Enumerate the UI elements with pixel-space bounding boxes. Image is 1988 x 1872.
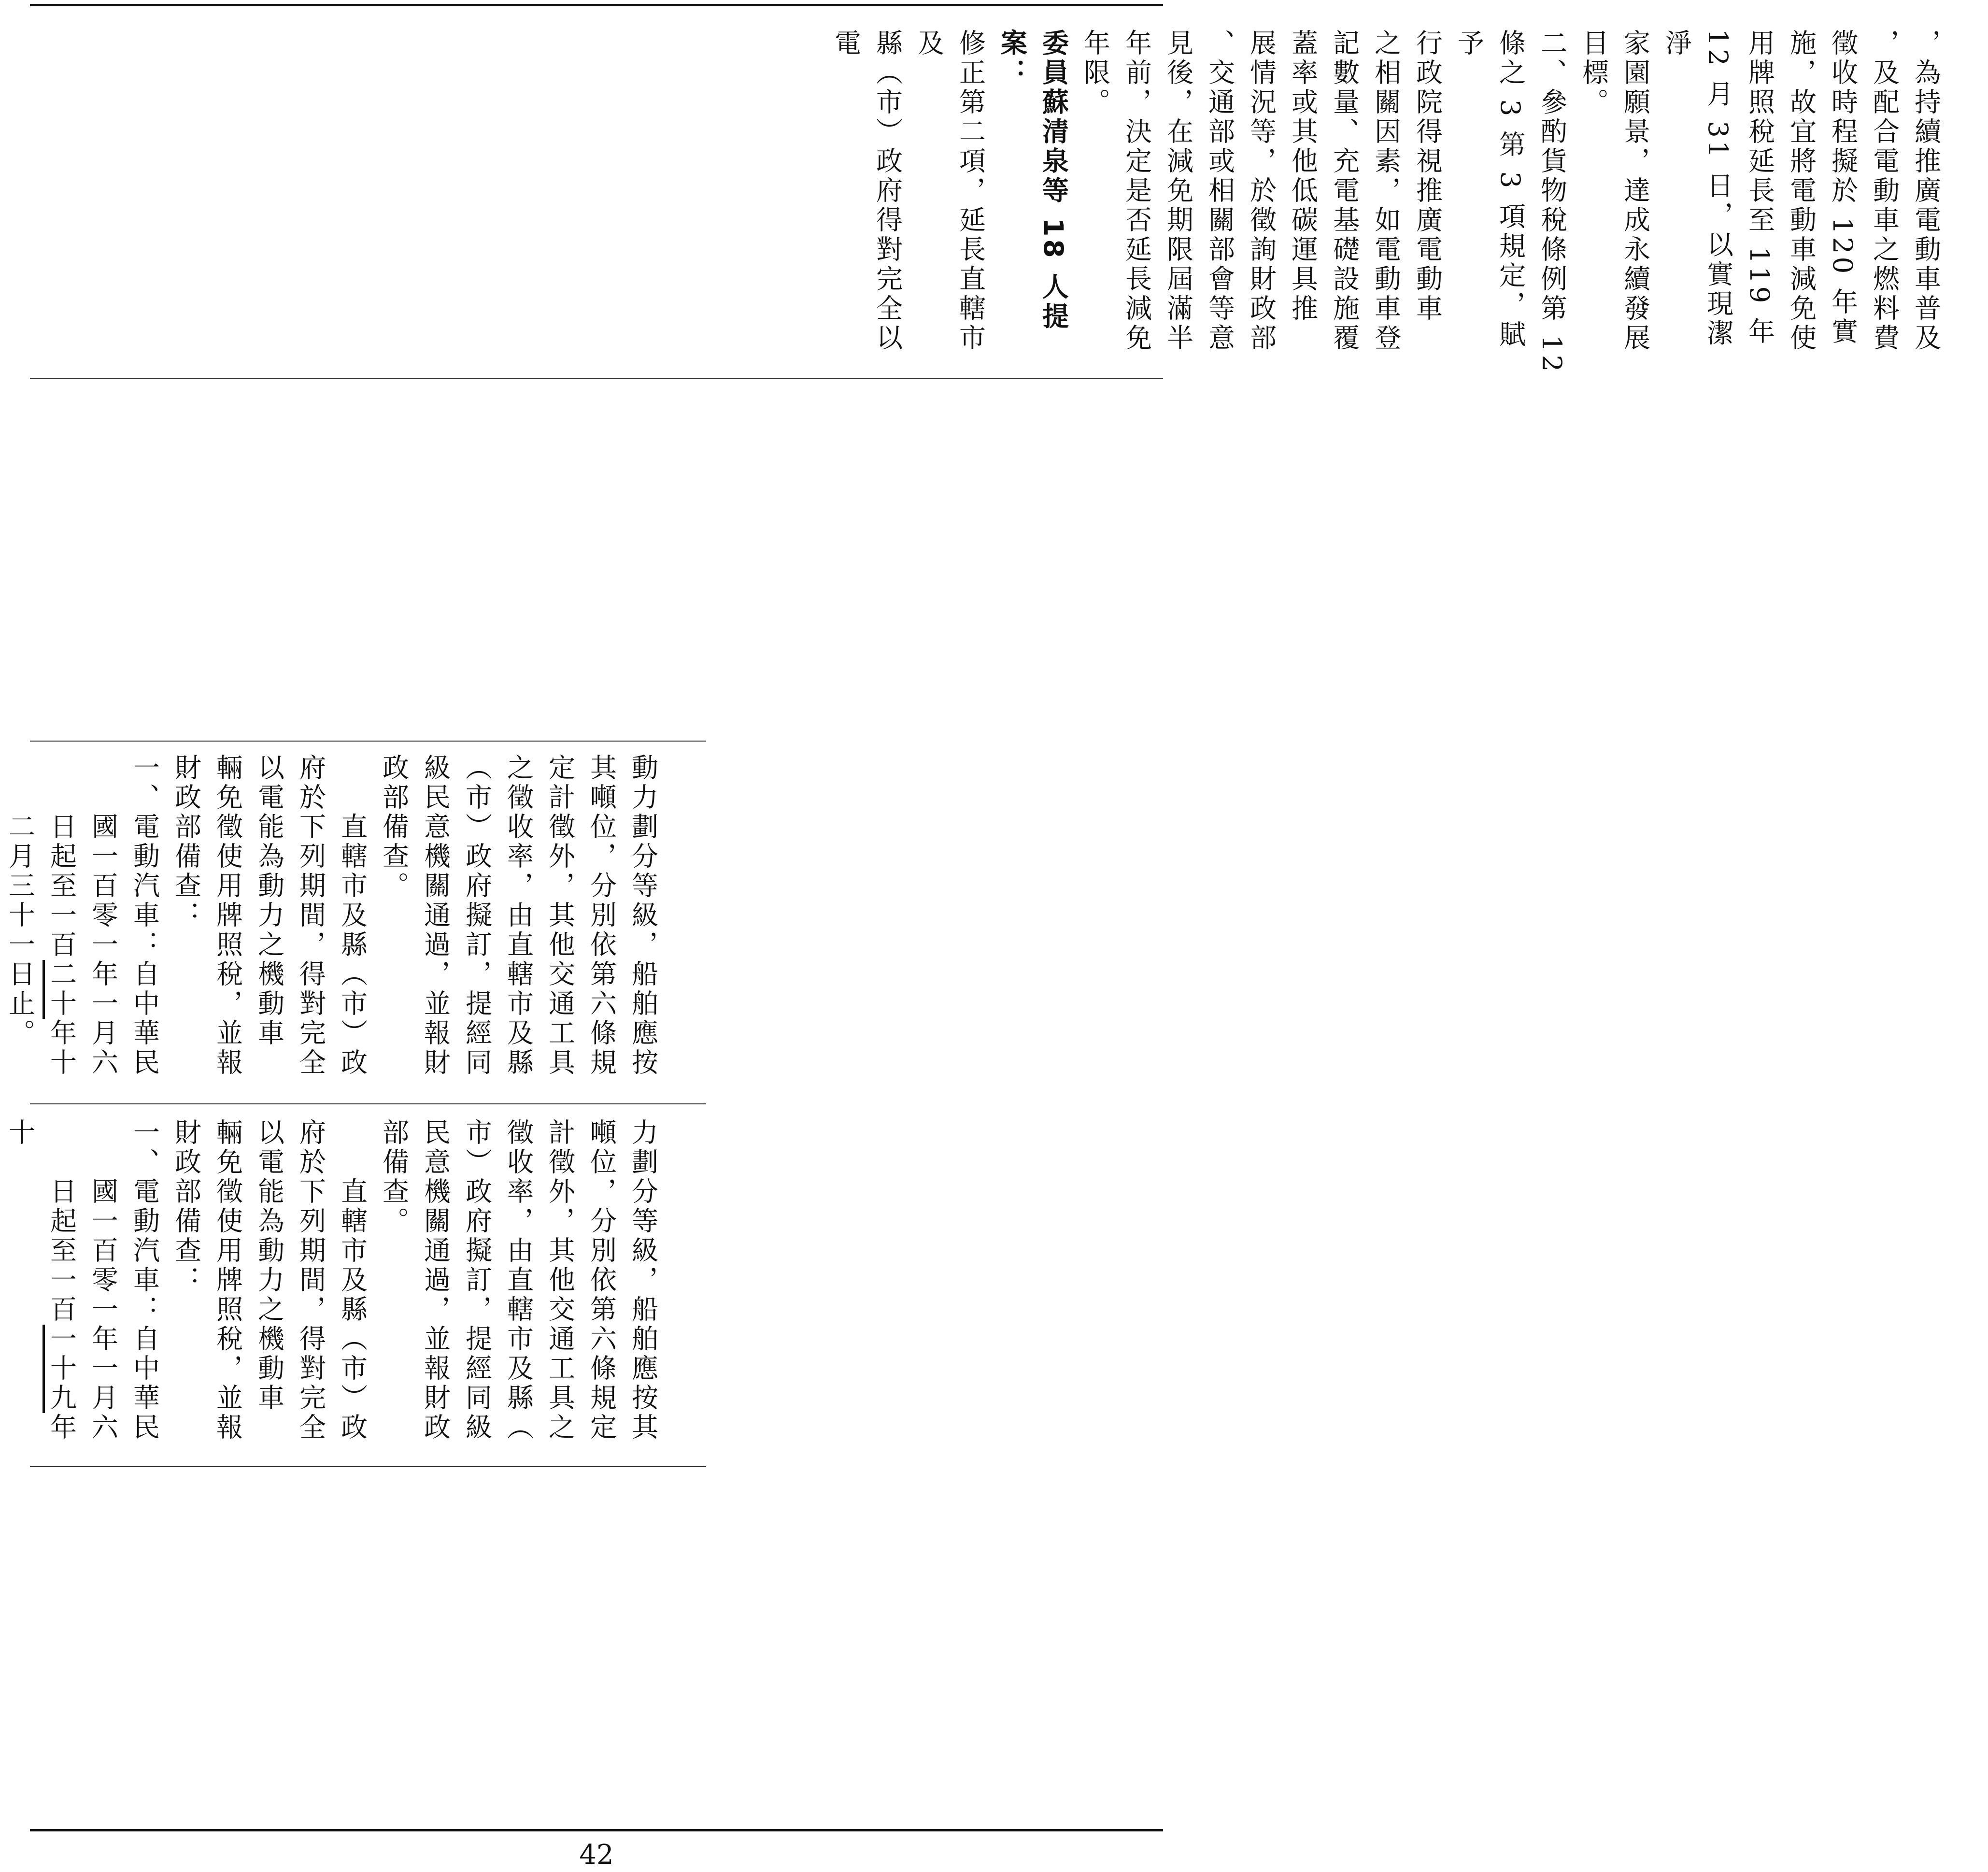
underlined-amendment: 二十	[46, 960, 77, 1019]
text-line: 動力劃分等級，船舶應按	[627, 754, 658, 1078]
text-line: 之相關因素，如電動車登	[1370, 29, 1401, 353]
text-line: 徵收時程擬於 120 年實	[1827, 29, 1858, 347]
text-line: 府於下列期間，得對完全	[295, 754, 326, 1078]
text-line: 政部備查。	[378, 754, 409, 901]
text-line: 噸位，分別依第六條規定	[586, 1118, 617, 1443]
text-line: 輛免徵使用牌照稅，並報	[212, 754, 243, 1078]
text-line: 直轄市及縣（市）政	[337, 754, 368, 1078]
text-line: 、交通部或相關部會等意	[1204, 29, 1235, 353]
lower-right-text-block	[4, 754, 705, 1092]
text-line: 二月三十一日止。	[4, 754, 35, 1048]
text-run: 日起至一百	[46, 754, 77, 960]
text-line: 一、電動汽車：自中華民	[129, 754, 160, 1078]
text-line: 展情況等，於徵詢財政部	[1246, 29, 1277, 353]
text-line: 部備查。	[378, 1118, 409, 1236]
proposal-heading: 委員蘇清泉等 18 人提案：	[996, 29, 1069, 332]
text-line: 國一百零一年一月六	[87, 754, 118, 1078]
top-rule	[30, 4, 1163, 6]
text-line: 徵收率，由直轄市及縣（	[503, 1118, 534, 1443]
text-line: 之徵收率，由直轄市及縣	[503, 754, 534, 1078]
page-number: 42	[579, 1839, 614, 1871]
underlined-amendment: 一十九	[46, 1325, 77, 1413]
text-line: 計徵外，其他交通工具之	[544, 1118, 575, 1443]
text-line: 府於下列期間，得對完全	[295, 1118, 326, 1443]
text-line: 民意機關通過，並報財政	[420, 1118, 451, 1443]
text-line: 市）政府擬訂，提經同級	[461, 1118, 492, 1443]
text-line: 見後，在減免期限屆滿半	[1163, 29, 1193, 353]
text-line: 用牌照稅延長至 119 年	[1744, 29, 1775, 347]
text-line-underlined	[41, 754, 82, 1092]
lower-left-text-block	[4, 1118, 705, 1457]
bottom-rule	[30, 1829, 1163, 1831]
text-line: 二、參酌貨物稅條例第 12	[1536, 29, 1567, 375]
upper-text-block	[830, 29, 1988, 377]
text-line: 修正第二項，延長直轄市及	[913, 29, 986, 353]
text-line: 蓋率或其他低碳運具推	[1287, 29, 1318, 324]
text-line: 以電能為動力之機動車	[254, 1118, 284, 1413]
lower-column-divider	[30, 1103, 706, 1104]
text-line: 級民意機關通過，並報財	[420, 754, 451, 1078]
text-line: 12 月 31 日，以實現潔淨	[1661, 29, 1733, 349]
text-line: 力劃分等級，船舶應按其	[627, 1118, 658, 1443]
text-line: 年限。	[1079, 29, 1110, 117]
text-line: 目標。	[1578, 29, 1609, 117]
lower-block-top-divider	[30, 741, 706, 742]
text-run: 年十	[46, 1019, 77, 1078]
text-run: 日起至一百	[46, 1118, 77, 1325]
text-line: 家園願景，達成永續發展	[1619, 29, 1650, 353]
lower-block-bottom-divider	[30, 1466, 706, 1467]
text-line: （市）政府擬訂，提經同	[461, 754, 492, 1078]
text-line: 行政院得視推廣電動車	[1412, 29, 1443, 324]
text-line: 條之 3 第 3 項規定，賦予	[1453, 29, 1526, 350]
text-line: 施，故宜將電動車減免使	[1786, 29, 1817, 353]
text-line: 財政部備查：	[170, 754, 201, 930]
text-line: 輛免徵使用牌照稅，並報	[212, 1118, 243, 1443]
text-line: ，為持續推廣電動車普及	[1910, 29, 1941, 353]
text-line: 記數量、充電基礎設施覆	[1329, 29, 1360, 353]
text-run: 年十	[4, 1118, 77, 1443]
text-line: 國一百零一年一月六	[87, 1118, 118, 1443]
text-line: 財政部備查：	[170, 1118, 201, 1295]
text-line: 定計徵外，其他交通工具	[544, 754, 575, 1078]
text-line: 縣（市）政府得對完全以電	[830, 29, 903, 353]
upper-block-divider	[30, 378, 1163, 379]
text-line: 直轄市及縣（市）政	[337, 1118, 368, 1443]
text-line: 年前，決定是否延長減免	[1121, 29, 1152, 353]
text-line: 一、電動汽車：自中華民	[129, 1118, 160, 1443]
text-line: ，及配合電動車之燃料費	[1869, 29, 1900, 353]
text-line: 其噸位，分別依第六條規	[586, 754, 617, 1078]
text-line: 以電能為動力之機動車	[254, 754, 284, 1048]
text-line-underlined	[0, 1118, 82, 1457]
